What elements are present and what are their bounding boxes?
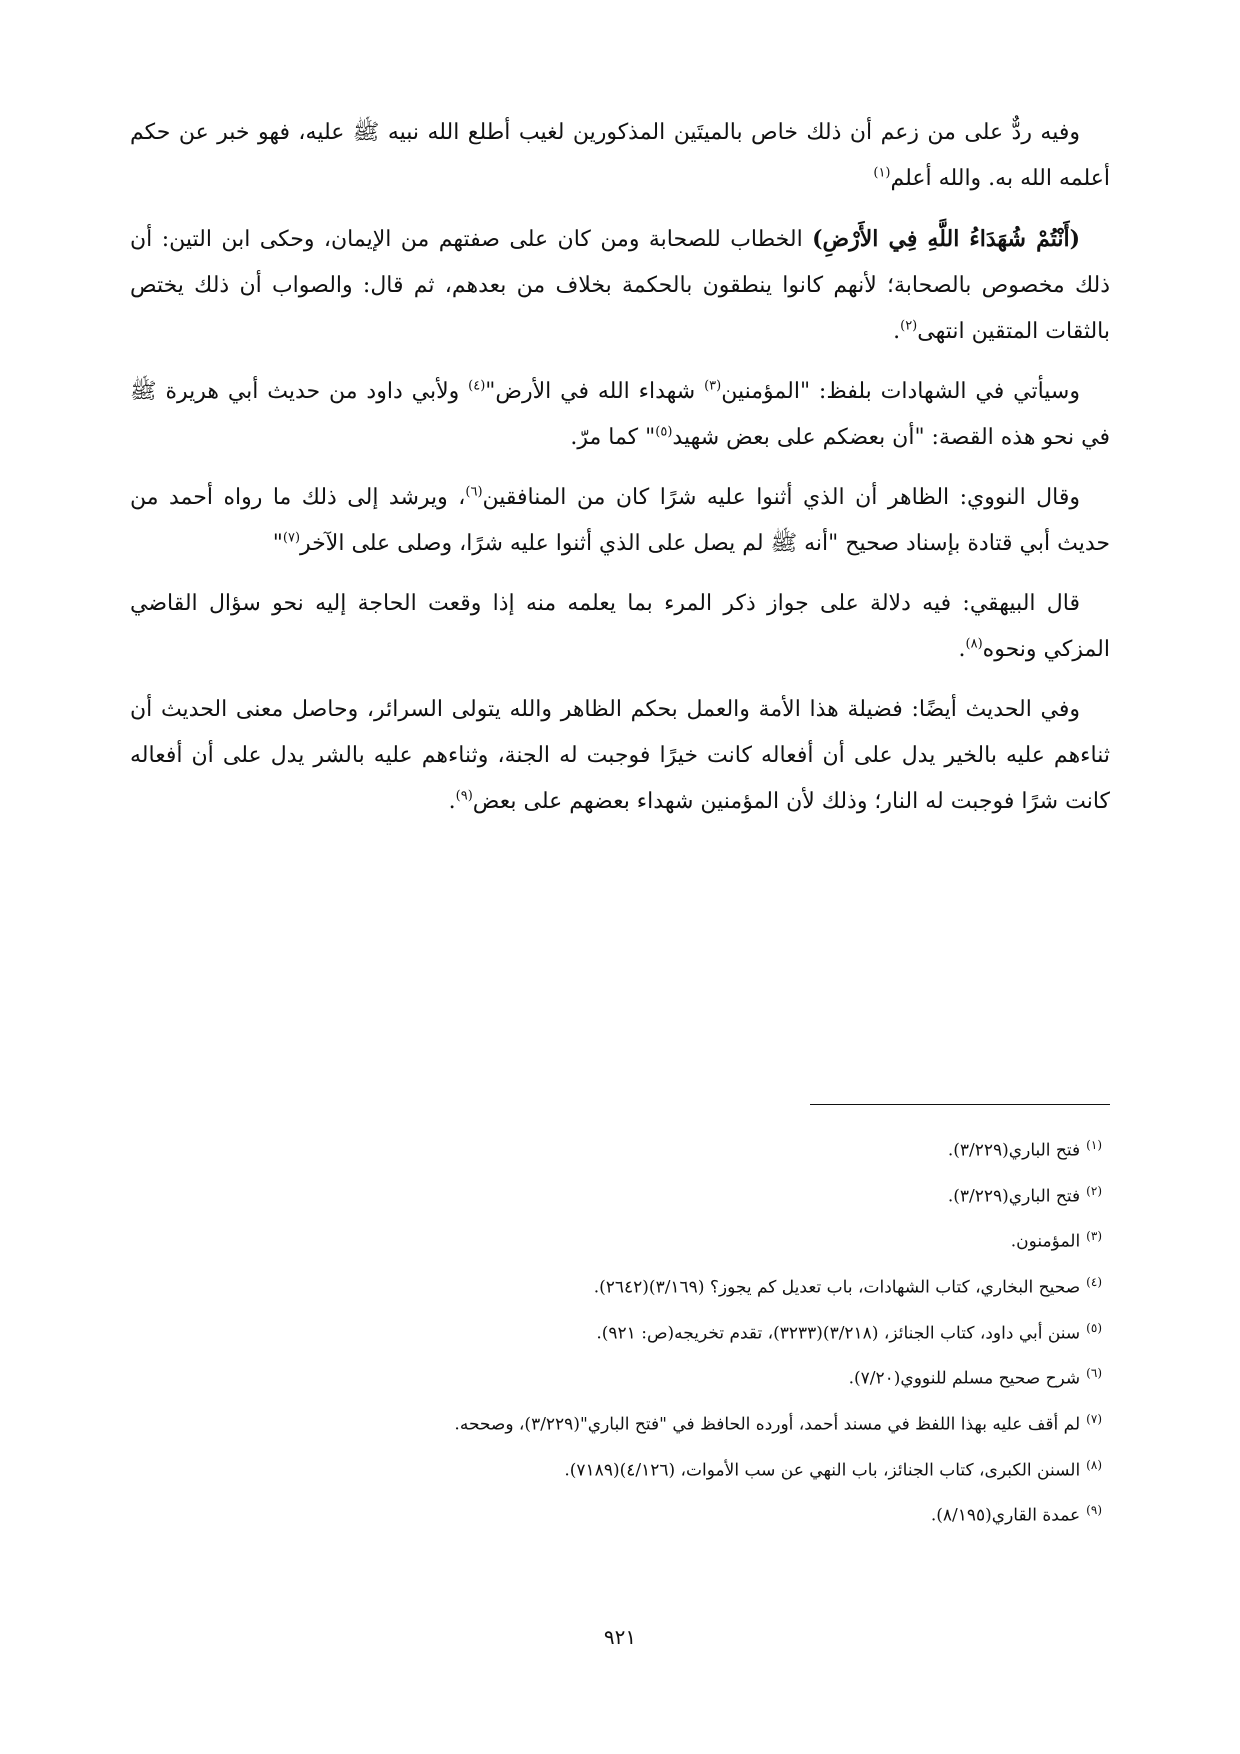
page-number: ٩٢١ (603, 1625, 637, 1649)
paragraph-text: وفي الحديث أيضًا: فضيلة هذا الأمة والعمل بحكم الظاهر والله يتولى السرائر، وحاصل معنى الحديث أن ثناءهم عليه بالخير يدل على أن أفعاله كانت خيرًا فوجبت له الجنة، وثناءهم عليه بالشر يدل على أن أفعاله كانت شرًا فوجبت له النار؛ وذلك لأن المؤمنين شهداء بعضهم على بعض (130, 697, 1110, 814)
footnote-ref-6[interactable]: (٦) (465, 484, 483, 500)
footnote-text: لم أقف عليه بهذا اللفظ في مسند أحمد، أورده الحافظ في "فتح الباري"(٣/٢٢٩)، وصححه. (454, 1414, 1081, 1435)
footnote-2 (130, 1171, 1110, 1217)
main-text (130, 110, 1110, 839)
footnote-number: (٣) (1086, 1229, 1102, 1244)
footnote-text: سنن أبي داود، كتاب الجنائز، (٣/٢١٨)(٣٢٣٣)، تقدم تخريجه(ص: ٩٢١). (596, 1323, 1081, 1344)
footnote-6 (130, 1353, 1110, 1399)
footnote-number: (٨) (1086, 1457, 1102, 1472)
footnote-number: (٥) (1086, 1320, 1102, 1335)
paragraph-2 (130, 216, 1110, 355)
quoted-hadith-phrase: (أَنْتُمْ شُهَدَاءُ اللَّهِ فِي الأَرْضِ) (812, 226, 1081, 252)
paragraph-text: " (272, 531, 283, 556)
footnote-ref-3[interactable]: (٣) (704, 378, 722, 394)
paragraph-4 (130, 475, 1110, 567)
footnote-text: عمدة القاري(٨/١٩٥). (930, 1505, 1081, 1526)
footnote-4 (130, 1262, 1110, 1308)
paragraph-text: الخطاب للصحابة ومن كان على صفتهم من الإيمان، وحكى ابن التين: أن ذلك مخصوص بالصحابة؛ لأنهم كانوا ينطقون بالحكمة بخلاف من بعدهم، ثم قال: والصواب أن ذلك يختص بالثقات المتقين انتهى (130, 227, 1110, 344)
paragraph-3 (130, 369, 1110, 461)
paragraph-text: شهداء الله في الأرض" (485, 379, 705, 404)
footnote-number: (٩) (1086, 1503, 1102, 1518)
footnote-text: المؤمنون. (1010, 1231, 1081, 1252)
footnote-3 (130, 1216, 1110, 1262)
footnote-ref-1[interactable]: (١) (873, 165, 891, 181)
footnote-number: (٧) (1086, 1411, 1102, 1426)
footnote-text: فتح الباري(٣/٢٢٩). (947, 1186, 1081, 1207)
footnote-ref-5[interactable]: (٥) (655, 424, 673, 440)
footnote-number: (٤) (1086, 1274, 1102, 1289)
footnote-text: فتح الباري(٣/٢٢٩). (947, 1140, 1081, 1161)
footnote-number: (١) (1086, 1138, 1102, 1152)
paragraph-text: " كما مرّ. (570, 425, 656, 450)
footnote-number: (٢) (1086, 1183, 1102, 1198)
footnote-7 (130, 1399, 1110, 1445)
footnote-ref-4[interactable]: (٤) (468, 378, 486, 394)
paragraph-text: ، ويرشد إلى ذلك ما رواه أحمد من حديث أبي قتادة بإسناد صحيح "أنه ﷺ لم يصل على الذي أثنوا عليه شرًا، وصلى على الآخر (130, 485, 1110, 556)
footnote-ref-8[interactable]: (٨) (965, 636, 983, 652)
paragraph-text: وفيه ردٌّ على من زعم أن ذلك خاص بالميتَين المذكورين لغيب أطلع الله نبيه ﷺ عليه، فهو خبر عن حكم أعلمه الله به. والله أعلم (130, 120, 1110, 191)
paragraph-text: وقال النووي: الظاهر أن الذي أثنوا عليه شرًا كان من المنافقين (482, 485, 1080, 510)
footnote-9 (130, 1490, 1110, 1536)
paragraph-text: وسيأتي في الشهادات بلفظ: "المؤمنين (721, 379, 1080, 404)
paragraph-text: . (958, 637, 966, 662)
footnote-ref-7[interactable]: (٧) (282, 530, 301, 546)
paragraph-6 (130, 687, 1110, 825)
footnote-8 (130, 1445, 1110, 1491)
paragraph-text: . (448, 789, 456, 814)
footnote-number: (٦) (1086, 1366, 1102, 1381)
footnote-text: صحيح البخاري، كتاب الشهادات، باب تعديل كم يجوز؟ (٣/١٦٩)(٢٦٤٢). (593, 1277, 1081, 1298)
footnote-1 (130, 1125, 1110, 1171)
footnote-5 (130, 1308, 1110, 1354)
paragraph-text: . (893, 319, 901, 344)
paragraph-1 (130, 110, 1110, 202)
footnotes-section (130, 1125, 1110, 1536)
footnote-separator (810, 1104, 1110, 1105)
footnote-text: السنن الكبرى، كتاب الجنائز، باب النهي عن سب الأموات، (٤/١٢٦)(٧١٨٩). (564, 1460, 1081, 1481)
footnote-ref-2[interactable]: (٢) (900, 318, 918, 334)
footnote-ref-9[interactable]: (٩) (455, 788, 473, 804)
paragraph-text: قال البيهقي: فيه دلالة على جواز ذكر المرء بما يعلمه منه إذا وقعت الحاجة إليه نحو سؤال القاضي المزكي ونحوه (130, 591, 1110, 662)
paragraph-text: ولأبي داود من حديث أبي هريرة ﷺ في نحو هذه القصة: "أن بعضكم على بعض شهيد (130, 379, 1110, 450)
paragraph-5 (130, 581, 1110, 673)
footnote-text: شرح صحيح مسلم للنووي(٧/٢٠). (848, 1368, 1081, 1389)
